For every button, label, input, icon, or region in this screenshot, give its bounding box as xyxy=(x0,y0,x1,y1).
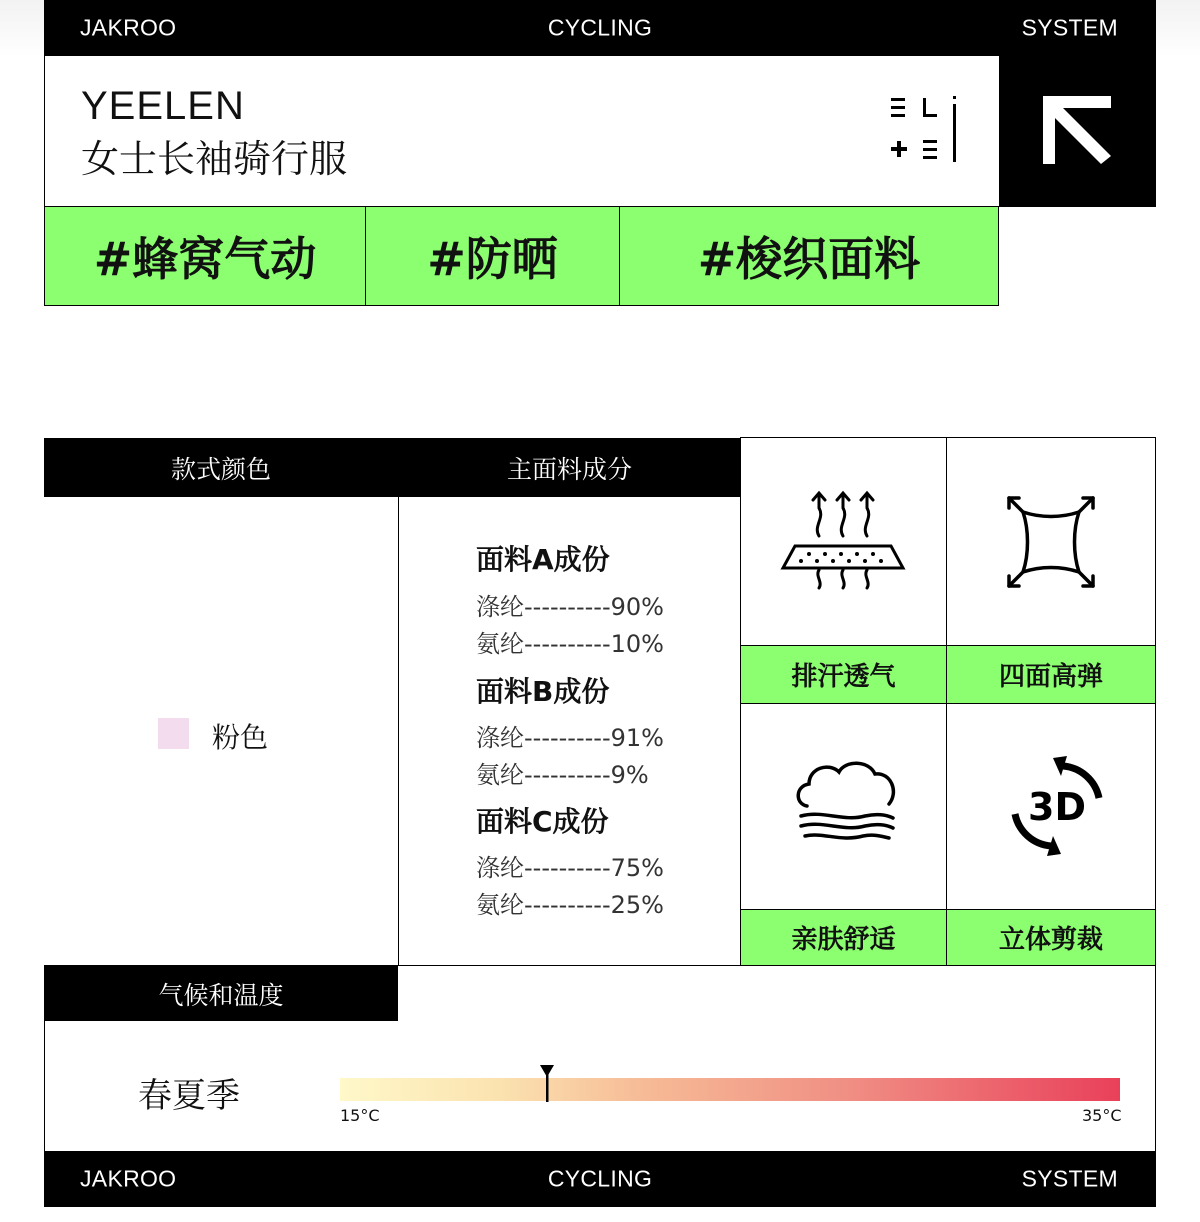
style-color-header: 款式颜色 xyxy=(44,438,398,497)
feature-label-skin-friendly: 亲肤舒适 xyxy=(741,909,946,965)
divider xyxy=(398,438,399,966)
fabric-a-title: 面料A成份 xyxy=(476,543,610,576)
feature-label-sweat-wicking: 排汗透气 xyxy=(741,645,946,703)
feature-label-four-way-stretch: 四面高弹 xyxy=(947,645,1155,703)
color-swatch xyxy=(158,718,189,749)
fabric-b-title: 面料B成份 xyxy=(476,675,610,708)
temperature-marker xyxy=(539,1064,555,1104)
temperature-min-label: 15°C xyxy=(340,1106,380,1125)
fabric-a-line: 涤纶----------90% xyxy=(476,593,664,621)
brand-center: CYCLING xyxy=(547,1165,653,1192)
fabric-c-title: 面料C成份 xyxy=(476,805,609,838)
brand-left: JAKROO xyxy=(80,1165,177,1192)
climate-header-spacer xyxy=(398,965,1156,1022)
tag-woven-fabric: #梭织面料 xyxy=(620,206,999,306)
color-name: 粉色 xyxy=(212,721,269,754)
fabric-c-line: 涤纶----------75% xyxy=(476,854,664,882)
divider xyxy=(741,703,1155,704)
fabric-header: 主面料成分 xyxy=(399,438,740,497)
brand-right: SYSTEM xyxy=(1021,14,1118,41)
fabric-b-line: 氨纶----------9% xyxy=(476,761,649,789)
temperature-range-bar xyxy=(340,1078,1120,1101)
3d-cut-icon xyxy=(1005,754,1109,858)
fabric-b-line: 涤纶----------91% xyxy=(476,724,664,752)
fabric-a-line: 氨纶----------10% xyxy=(476,630,664,658)
tag-sun-protection: #防晒 xyxy=(366,206,620,306)
tag-honeycomb-aero: #蜂窝气动 xyxy=(44,206,366,306)
climate-header: 气候和温度 xyxy=(44,965,398,1022)
product-name: YEELEN xyxy=(81,84,245,128)
product-type: 女士长袖骑行服 xyxy=(81,137,348,181)
top-brand-bar xyxy=(44,0,1156,56)
season-label: 春夏季 xyxy=(138,1076,240,1116)
product-title-box xyxy=(44,56,1000,207)
feature-tags xyxy=(44,206,999,306)
skin-friendly-icon xyxy=(793,758,905,854)
bottom-brand-bar xyxy=(44,1151,1156,1207)
four-way-stretch-icon xyxy=(1001,494,1101,590)
sweat-wicking-icon xyxy=(779,488,909,598)
background-corner xyxy=(0,0,44,56)
arrow-up-left-icon xyxy=(999,56,1156,207)
brand-left: JAKROO xyxy=(80,14,177,41)
fabric-c-line: 氨纶----------25% xyxy=(476,891,664,919)
svg-text:3D: 3D xyxy=(1028,785,1086,829)
temperature-max-label: 35°C xyxy=(1082,1106,1122,1125)
feature-label-3d-cut: 立体剪裁 xyxy=(947,909,1155,965)
brand-center: CYCLING xyxy=(547,14,653,41)
brand-right: SYSTEM xyxy=(1021,1165,1118,1192)
feature-grid xyxy=(740,437,1156,966)
elite-logo xyxy=(889,94,961,166)
background-corner xyxy=(1156,0,1200,56)
